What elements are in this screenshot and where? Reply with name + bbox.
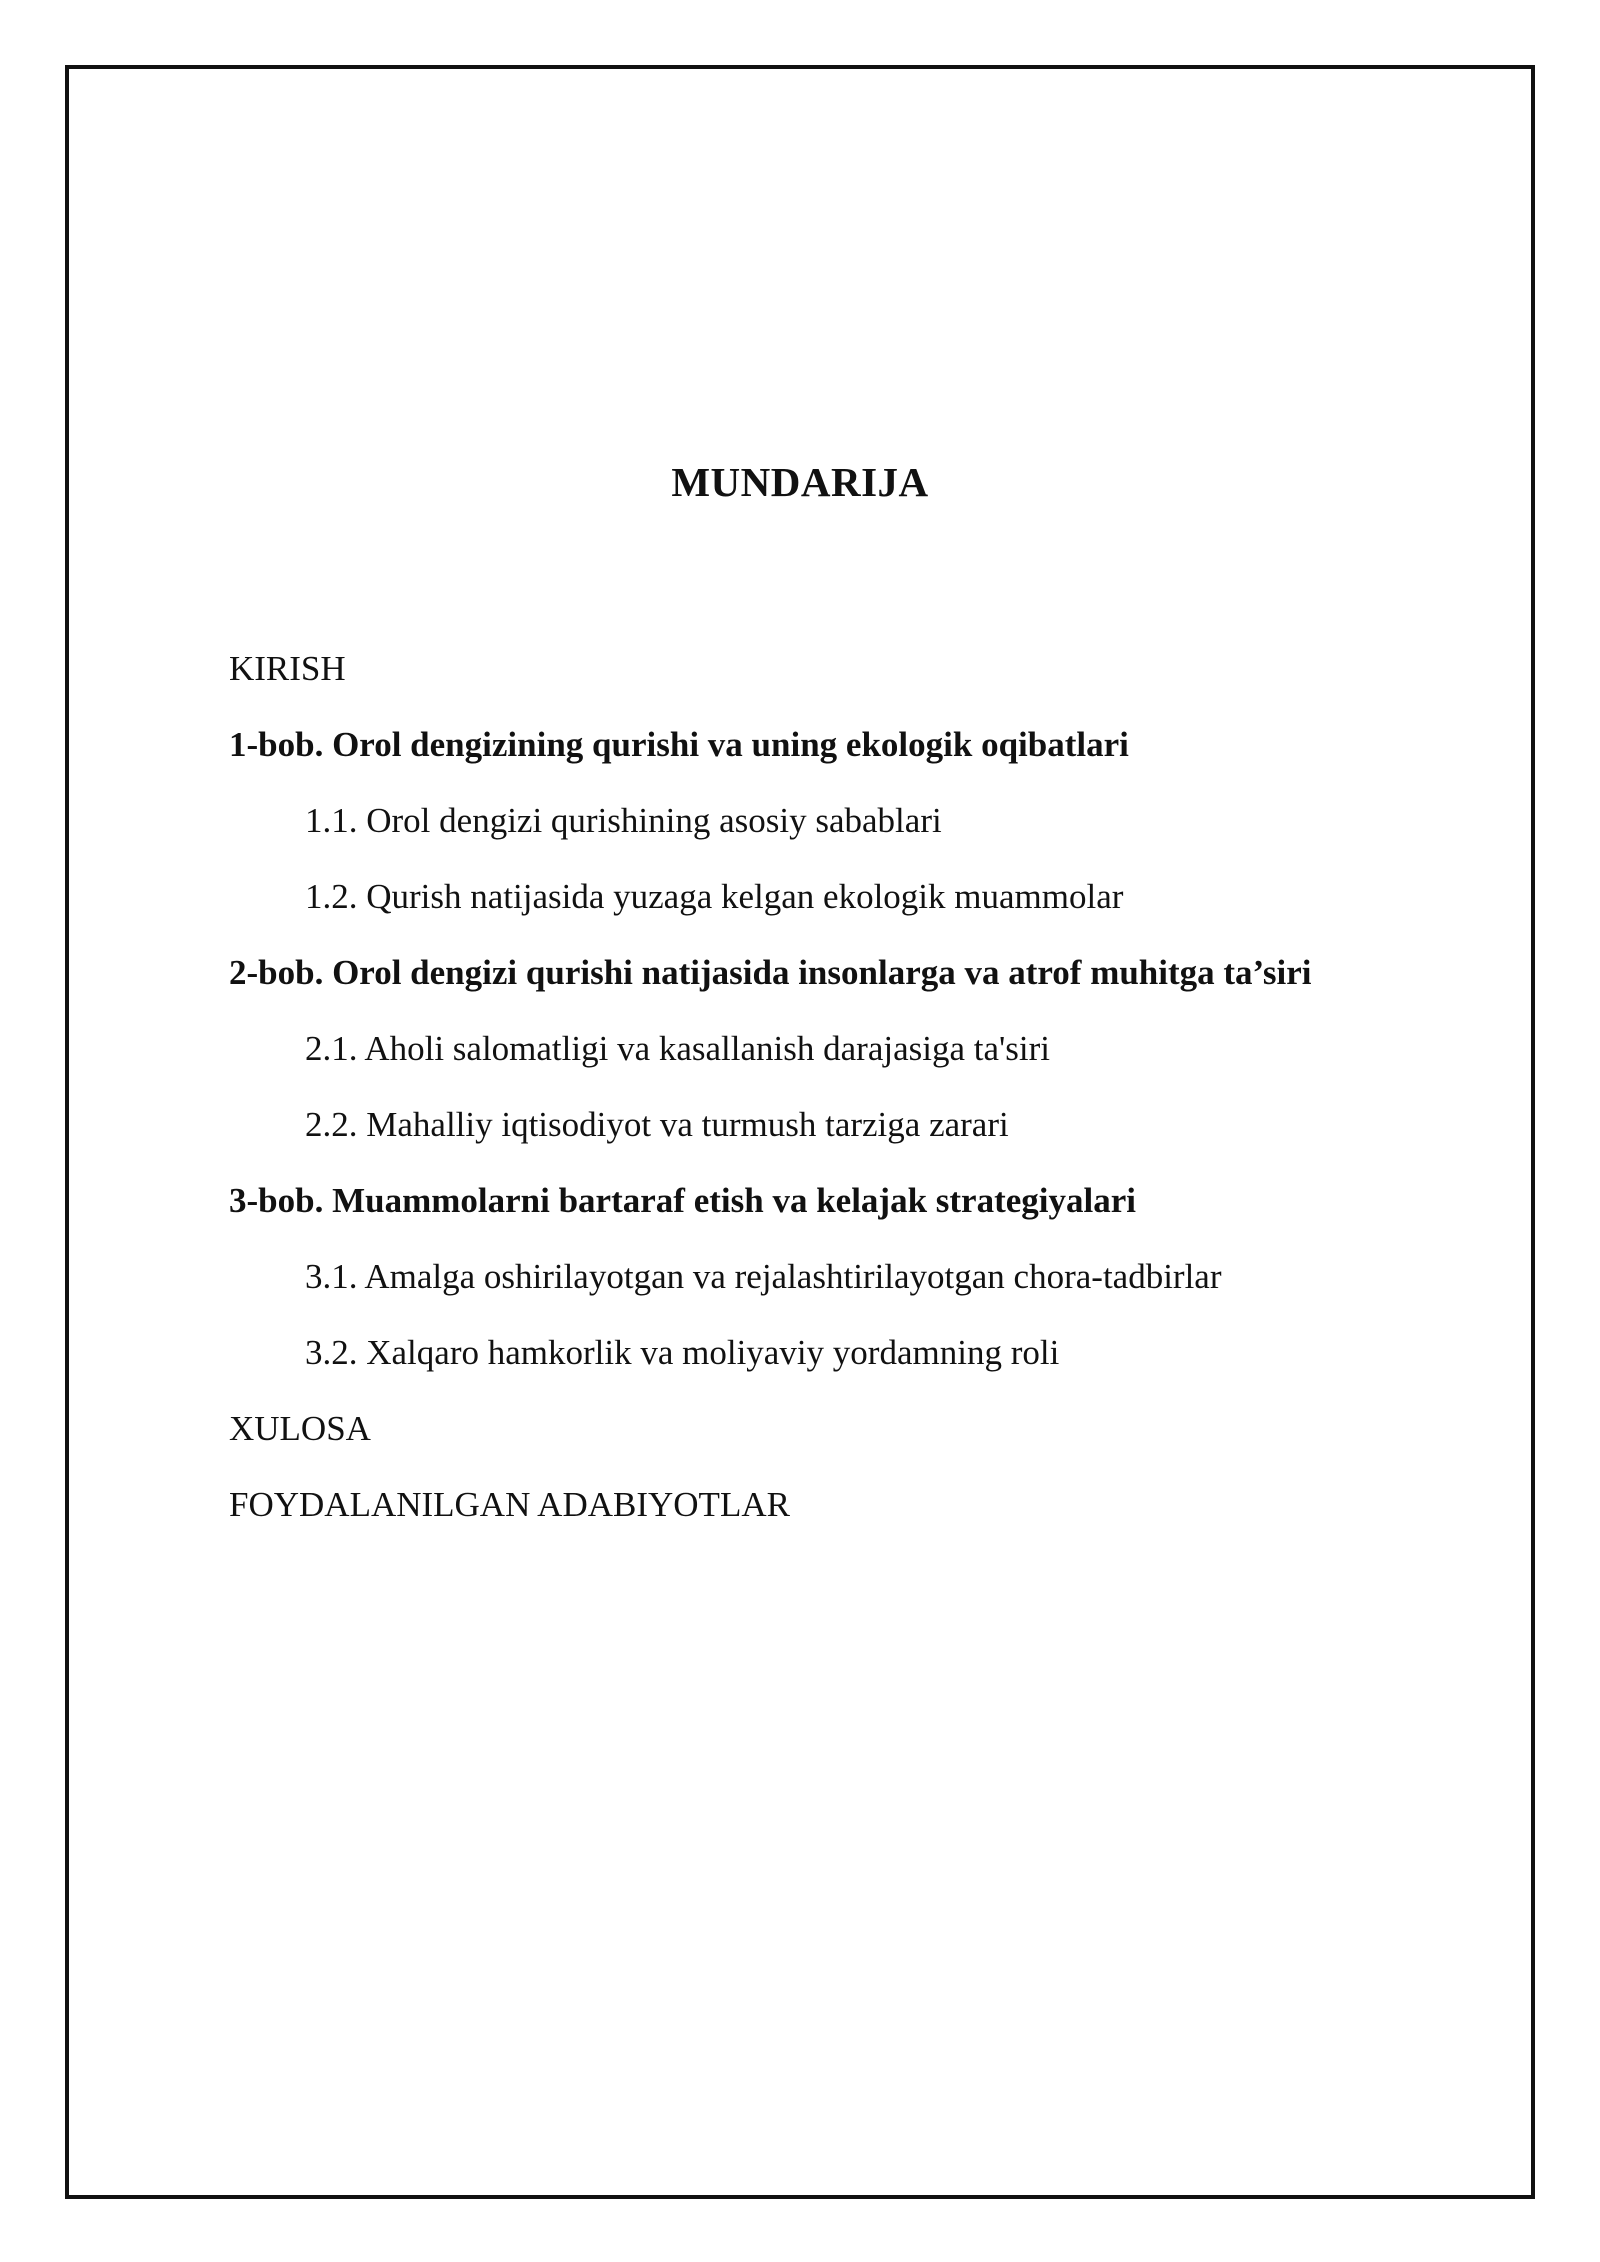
toc-entry-references: FOYDALANILGAN ADABIYOTLAR [229, 1485, 790, 1524]
toc-section-3-2: 3.2. Xalqaro hamkorlik va moliyaviy yordamning roli [305, 1333, 1060, 1372]
page-title: MUNDARIJA [671, 459, 929, 505]
toc-chapter-2: 2-bob. Orol dengizi qurishi natijasida insonlarga va atrof muhitga ta’siri [229, 953, 1312, 992]
table-of-contents [229, 640, 1312, 1552]
toc-entry-conclusion: XULOSA [229, 1409, 371, 1448]
toc-section-1-1: 1.1. Orol dengizi qurishining asosiy sabablari [305, 801, 942, 840]
toc-section-2-2: 2.2. Mahalliy iqtisodiyot va turmush tarziga zarari [305, 1105, 1009, 1144]
toc-chapter-3: 3-bob. Muammolarni bartaraf etish va kelajak strategiyalari [229, 1181, 1136, 1220]
toc-chapter-1: 1-bob. Orol dengizining qurishi va uning ekologik oqibatlari [229, 725, 1129, 764]
toc-section-1-2: 1.2. Qurish natijasida yuzaga kelgan ekologik muammolar [305, 877, 1124, 916]
toc-entry-introduction: KIRISH [229, 649, 346, 688]
toc-section-3-1: 3.1. Amalga oshirilayotgan va rejalashtirilayotgan chora-tadbirlar [305, 1257, 1222, 1296]
toc-section-2-1: 2.1. Aholi salomatligi va kasallanish darajasiga ta'siri [305, 1029, 1051, 1068]
